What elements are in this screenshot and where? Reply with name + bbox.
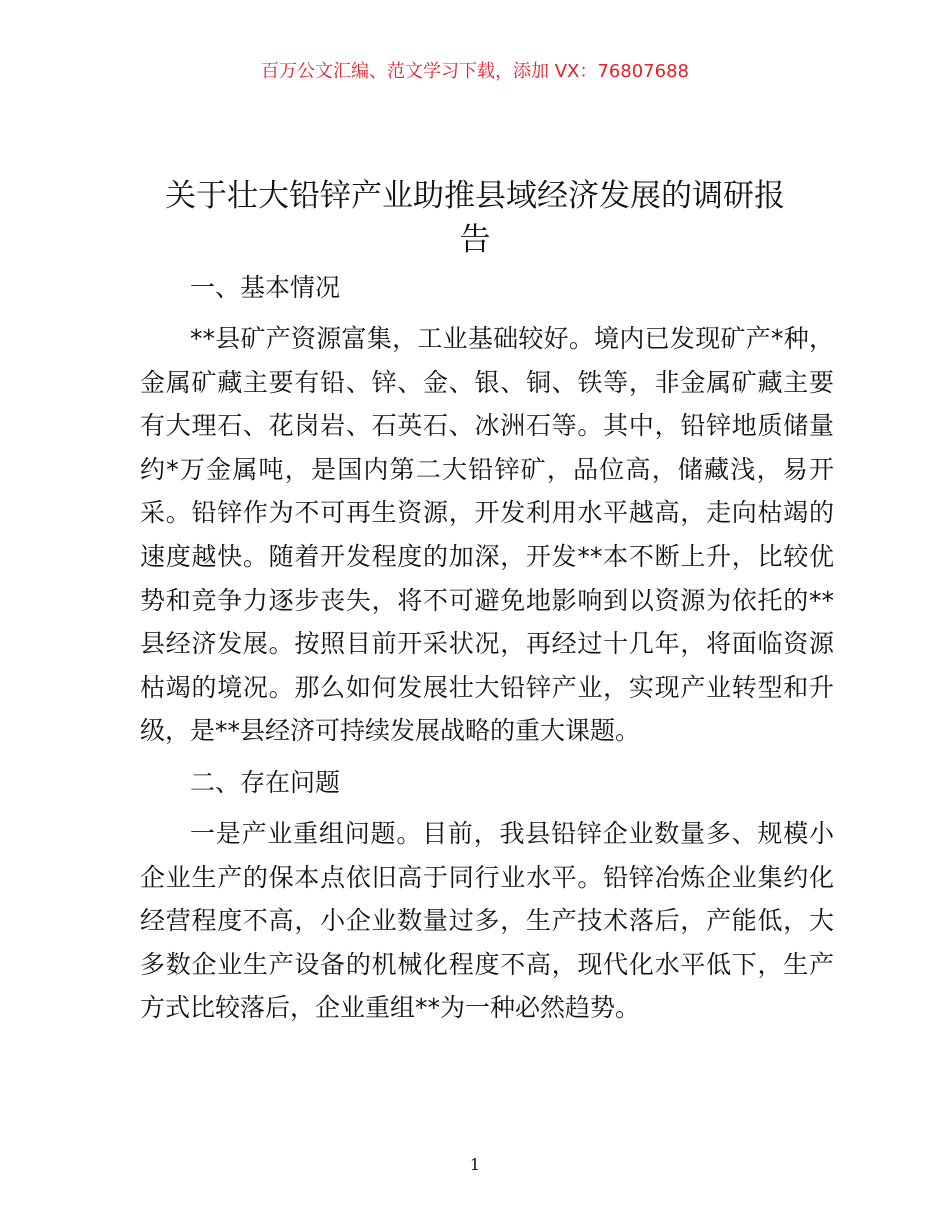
document-title-line-1: 关于壮大铅锌产业助推县域经济发展的调研报 <box>165 178 785 214</box>
paragraph-line: 多数企业生产设备的机械化程度不高，现代化水平低下，生产 <box>140 949 834 979</box>
paragraph-line: 级，是**县经济可持续发展战略的重大课题。 <box>140 716 641 746</box>
page-number: 1 <box>469 1155 481 1174</box>
paragraph-line: 枯竭的境况。那么如何发展壮大铅锌产业，实现产业转型和升 <box>140 672 834 702</box>
paragraph-line: 约*万金属吨，是国内第二大铅锌矿，品位高，储藏浅，易开 <box>140 454 834 484</box>
paragraph-line: 有大理石、花岗岩、石英石、冰洲石等。其中，铅锌地质储量 <box>140 411 834 441</box>
paragraph-line: 势和竞争力逐步丧失，将不可避免地影响到以资源为依托的** <box>140 585 834 615</box>
section-heading-existing-problems: 二、存在问题 <box>190 768 341 797</box>
paragraph-line: 一是产业重组问题。目前，我县铅锌企业数量多、规模小 <box>190 819 834 848</box>
paragraph-line: 方式比较落后，企业重组**为一种必然趋势。 <box>140 993 641 1023</box>
document-title-line-2: 告 <box>459 222 491 258</box>
header-watermark: 百万公文汇编、范文学习下载，添加 VX：76807688 <box>261 61 689 82</box>
paragraph-line: 县经济发展。按照目前开采状况，再经过十几年，将面临资源 <box>140 629 834 659</box>
paragraph-line: 速度越快。随着开发程度的加深，开发**本不断上升，比较优 <box>140 542 834 571</box>
paragraph-line: 采。铅锌作为不可再生资源，开发利用水平越高，走向枯竭的 <box>140 498 834 528</box>
paragraph-line: 金属矿藏主要有铅、锌、金、银、铜、铁等，非金属矿藏主要 <box>140 367 834 397</box>
section-heading-basic-situation: 一、基本情况 <box>190 273 341 302</box>
paragraph-line: 企业生产的保本点依旧高于同行业水平。铅锌冶炼企业集约化 <box>140 862 834 892</box>
paragraph-line: **县矿产资源富集，工业基础较好。境内已发现矿产*种， <box>190 324 834 353</box>
paragraph-line: 经营程度不高，小企业数量过多，生产技术落后，产能低，大 <box>140 906 834 936</box>
